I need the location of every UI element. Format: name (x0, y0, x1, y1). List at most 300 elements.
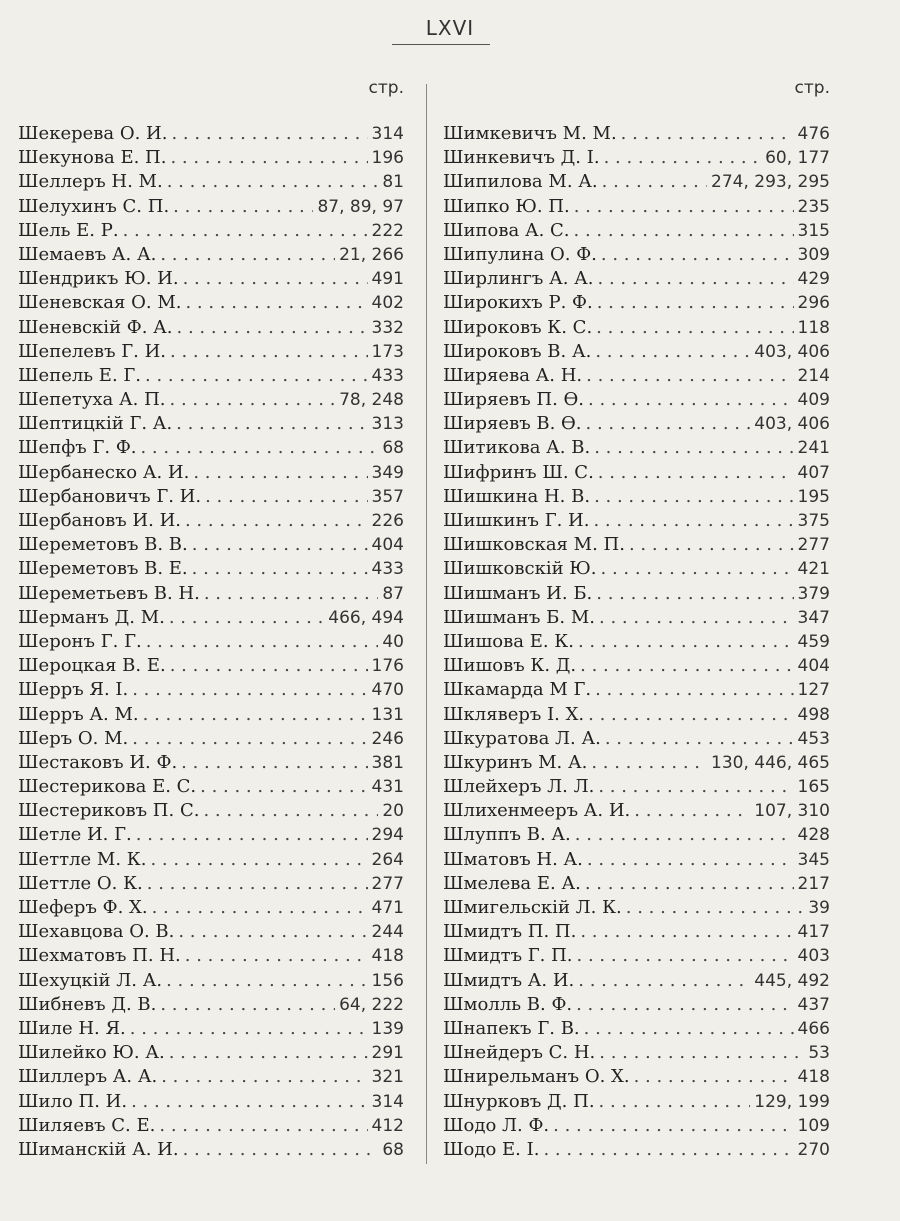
entry-name: Шнирельманъ О. Х. (443, 1066, 630, 1088)
entry-pages: 349 (371, 462, 404, 483)
entry-pages: 222 (371, 220, 404, 241)
index-entry (18, 944, 404, 968)
dot-leader (601, 557, 794, 581)
dot-leader (602, 170, 707, 194)
index-entry (18, 1090, 404, 1114)
dot-leader (578, 969, 750, 993)
entry-pages: 195 (797, 486, 830, 507)
entry-name: Шишковскій Ю. (443, 558, 597, 580)
entry-pages: 139 (371, 1018, 404, 1039)
dot-leader (205, 485, 367, 509)
entry-pages: 129, 199 (754, 1091, 830, 1112)
entry-pages: 459 (797, 631, 830, 652)
entry-name: Шеферъ Ф. Х. (18, 897, 148, 918)
index-entry (18, 388, 404, 412)
dot-leader (634, 1065, 794, 1089)
dot-leader (160, 243, 335, 267)
entry-name: Шеттле О. К. (18, 872, 143, 894)
dot-leader (594, 485, 793, 509)
index-entry (443, 316, 830, 340)
entry-pages: 118 (797, 317, 830, 338)
entry-name: Широковъ К. С. (443, 316, 593, 338)
index-entry (18, 799, 404, 823)
dot-leader (185, 944, 368, 968)
entry-pages: 381 (371, 752, 404, 773)
entry-pages: 226 (371, 511, 404, 531)
dot-leader (591, 751, 707, 775)
dot-leader (596, 316, 793, 340)
entry-name: Шерръ Я. І. (18, 679, 129, 701)
dot-leader (131, 1090, 367, 1114)
dot-leader (203, 799, 378, 823)
index-entry (443, 872, 830, 896)
index-entry (443, 146, 830, 170)
entry-name: Шептицкій Г. А. (18, 413, 173, 435)
entry-pages: 498 (797, 704, 830, 725)
index-entry (443, 606, 830, 630)
index-entry (443, 1114, 830, 1138)
dot-leader (604, 146, 762, 170)
entry-pages: 433 (371, 365, 404, 386)
entry-pages: 409 (797, 390, 830, 411)
entry-name: Шишкинъ Г. И. (443, 510, 590, 531)
dot-leader (598, 267, 794, 291)
dot-leader (577, 944, 794, 968)
index-entry (18, 582, 404, 606)
entry-pages: 403 (797, 946, 830, 967)
dot-leader (629, 533, 794, 557)
entry-pages: 309 (797, 244, 830, 265)
entry-name: Шекерева О. И. (18, 123, 168, 144)
entry-pages: 429 (797, 269, 830, 290)
entry-name: Шипилова М. А. (443, 171, 598, 193)
dot-leader (170, 146, 367, 170)
entry-name: Шетле И. Г. (18, 824, 132, 846)
entry-pages: 466 (797, 1018, 830, 1039)
dot-leader (595, 340, 750, 364)
dot-leader (123, 219, 368, 243)
index-entry (443, 1017, 830, 1041)
index-entry-list (443, 122, 830, 1162)
entry-pages: 244 (371, 922, 404, 943)
entry-pages: 321 (371, 1067, 404, 1088)
dot-leader (140, 436, 378, 460)
dot-leader (634, 799, 750, 823)
entry-pages: 264 (371, 849, 404, 870)
entry-name: Шехуцкій Л. А. (18, 969, 163, 991)
dot-leader (553, 1114, 793, 1138)
dot-leader (585, 872, 794, 896)
dot-leader (177, 316, 368, 340)
entry-name: Шишковская М. П. (443, 534, 625, 556)
index-entry (18, 969, 404, 993)
entry-pages: 294 (371, 825, 404, 846)
entry-pages: 345 (797, 849, 830, 870)
index-entry (18, 630, 404, 654)
dot-leader (595, 678, 793, 702)
entry-pages: 402 (371, 293, 404, 314)
entry-pages: 87, 89, 97 (317, 196, 404, 217)
dot-leader (599, 1041, 804, 1065)
entry-name: Шматовъ Н. А. (443, 848, 583, 870)
entry-pages: 433 (371, 559, 404, 580)
entry-name: Шмидтъ А. И. (443, 969, 575, 991)
index-entry (18, 436, 404, 460)
dot-leader (580, 920, 793, 944)
entry-pages: 471 (371, 898, 404, 918)
dot-leader (132, 678, 367, 702)
dot-leader (200, 775, 367, 799)
entry-pages: 277 (371, 873, 404, 894)
index-entry (443, 291, 830, 315)
index-entry (443, 969, 830, 993)
entry-name: Шероцкая В. Е. (18, 655, 166, 677)
index-entry (443, 267, 830, 291)
entry-name: Шифринъ Ш. С. (443, 461, 594, 483)
index-entry (443, 775, 830, 799)
index-entry (443, 920, 830, 944)
index-column-right (443, 78, 830, 1162)
page-column-header: стр. (368, 78, 404, 98)
header-rule (392, 44, 490, 45)
entry-name: Шиллеръ А. А. (18, 1066, 158, 1088)
entry-name: Шилейко Ю. А. (18, 1042, 165, 1064)
dot-leader (593, 509, 793, 533)
entry-pages: 68 (382, 1139, 404, 1160)
entry-name: Шишманъ И. Б. (443, 582, 593, 604)
entry-name: Шехавцова О. В. (18, 921, 175, 943)
dot-leader (169, 606, 324, 630)
entry-name: Шипова А. С. (443, 219, 570, 241)
entry-pages: 315 (797, 220, 830, 241)
entry-name: Шишкина Н. В. (443, 485, 591, 507)
index-entry-list (18, 122, 404, 1162)
index-column-left (18, 78, 404, 1162)
entry-pages: 314 (371, 1091, 404, 1112)
index-entry (443, 1065, 830, 1089)
entry-name: Шеттле М. К. (18, 848, 147, 870)
index-entry (18, 993, 404, 1017)
index-entry (443, 654, 830, 678)
dot-leader (204, 582, 379, 606)
index-entry (18, 412, 404, 436)
index-entry (18, 703, 404, 727)
index-entry (18, 485, 404, 509)
entry-pages: 196 (371, 148, 404, 169)
index-entry (443, 751, 830, 775)
dot-leader (152, 896, 368, 920)
index-entry (18, 557, 404, 581)
entry-pages: 313 (371, 414, 404, 435)
entry-pages: 270 (797, 1139, 830, 1160)
entry-pages: 156 (371, 970, 404, 991)
dot-leader (598, 461, 794, 485)
page-column-header: стр. (794, 78, 830, 98)
entry-name: Шимкевичъ М. М. (443, 123, 617, 144)
index-entry (443, 219, 830, 243)
dot-leader (166, 969, 367, 993)
dot-leader (578, 630, 794, 654)
index-entry (18, 146, 404, 170)
entry-pages: 176 (371, 656, 404, 677)
index-entry (443, 1138, 830, 1162)
entry-pages: 40 (382, 631, 404, 652)
entry-name: Шкамарда М Г. (443, 679, 592, 701)
entry-name: Шеллеръ Н. М. (18, 171, 163, 193)
dot-leader (160, 993, 335, 1017)
entry-name: Шендрикъ Ю. И. (18, 268, 179, 290)
index-entry (443, 436, 830, 460)
entry-name: Шерръ А. М. (18, 703, 139, 725)
entry-pages: 127 (797, 680, 830, 701)
entry-name: Шеневская О. М. (18, 292, 182, 314)
entry-pages: 428 (797, 825, 830, 846)
dot-leader (167, 170, 379, 194)
entry-name: Ширяевъ П. Ѳ. (443, 389, 584, 411)
entry-name: Шмидтъ П. П. (443, 921, 577, 943)
index-entry (443, 630, 830, 654)
entry-pages: 87 (382, 583, 404, 604)
entry-name: Шепфъ Г. Ф. (18, 437, 137, 459)
dot-leader (584, 1017, 794, 1041)
dot-leader (146, 630, 379, 654)
entry-name: Шестериковъ П. С. (18, 800, 200, 822)
dot-leader (580, 654, 793, 678)
index-entry (18, 340, 404, 364)
entry-pages: 379 (797, 583, 830, 604)
dot-leader (170, 340, 368, 364)
dot-leader (543, 1138, 793, 1162)
entry-pages: 476 (797, 124, 830, 144)
dot-leader (588, 703, 793, 727)
entry-pages: 296 (797, 293, 830, 314)
entry-name: Шелухинъ С. П. (18, 195, 170, 217)
dot-leader (178, 920, 367, 944)
index-entry (18, 606, 404, 630)
index-entry (18, 751, 404, 775)
entry-name: Шербановъ И. И. (18, 510, 181, 531)
entry-pages: 109 (797, 1115, 830, 1136)
index-entry (18, 533, 404, 557)
entry-pages: 60, 177 (765, 148, 830, 169)
index-entry (443, 364, 830, 388)
entry-pages: 418 (371, 946, 404, 967)
dot-leader (185, 291, 367, 315)
dot-leader (193, 461, 367, 485)
entry-name: Шмигельскій Л. К. (443, 897, 622, 918)
entry-pages: 64, 222 (339, 994, 404, 1015)
entry-pages: 78, 248 (339, 390, 404, 411)
entry-name: Шлейхеръ Л. Л. (443, 776, 595, 798)
entry-name: Ширлингъ А. А. (443, 268, 594, 290)
dot-leader (597, 291, 794, 315)
dot-leader (601, 243, 794, 267)
index-entry (18, 195, 404, 219)
entry-pages: 403, 406 (754, 341, 830, 362)
entry-name: Шемаевъ А. А. (18, 243, 157, 265)
entry-pages: 407 (797, 462, 830, 483)
entry-name: Широковъ В. А. (443, 340, 592, 362)
entry-name: Шепелевъ Г. И. (18, 340, 167, 362)
index-entry (443, 195, 830, 219)
entry-name: Шнейдеръ С. Н. (443, 1042, 596, 1064)
entry-name: Шекунова Е. П. (18, 147, 167, 169)
entry-pages: 39 (808, 898, 830, 918)
index-entry (18, 654, 404, 678)
index-entry (18, 1017, 404, 1041)
entry-pages: 246 (371, 728, 404, 749)
index-entry (443, 509, 830, 533)
entry-name: Шереметовъ В. Е. (18, 558, 188, 580)
index-entry (443, 896, 830, 920)
index-entry (443, 703, 830, 727)
index-entry (443, 799, 830, 823)
index-entry (18, 872, 404, 896)
entry-name: Шитикова А. В. (443, 437, 591, 459)
entry-pages: 68 (382, 438, 404, 459)
index-entry (443, 993, 830, 1017)
entry-pages: 291 (371, 1043, 404, 1064)
entry-name: Шепель Е. Г. (18, 364, 142, 386)
index-entry (443, 340, 830, 364)
index-entry (18, 316, 404, 340)
dot-leader (192, 533, 368, 557)
dot-leader (594, 436, 793, 460)
dot-leader (132, 727, 367, 751)
index-entry (18, 122, 404, 146)
entry-name: Шеръ О. М. (18, 727, 129, 749)
index-entry (443, 485, 830, 509)
entry-name: Шиляевъ С. Е. (18, 1114, 156, 1136)
dot-leader (605, 727, 794, 751)
index-entry (443, 678, 830, 702)
entry-pages: 357 (371, 486, 404, 507)
index-entry (18, 291, 404, 315)
index-entry (18, 896, 404, 920)
dot-leader (626, 896, 805, 920)
entry-name: Шишова Е. К. (443, 630, 574, 652)
entry-name: Ширяева А. Н. (443, 364, 583, 386)
index-entry (443, 461, 830, 485)
entry-pages: 131 (371, 704, 404, 725)
entry-name: Шестаковъ И. Ф. (18, 751, 178, 773)
dot-leader (173, 195, 313, 219)
index-entry (18, 509, 404, 533)
index-entry (18, 920, 404, 944)
entry-name: Шмелева Е. А. (443, 872, 581, 894)
index-entry (443, 1090, 830, 1114)
entry-pages: 20 (382, 801, 404, 822)
entry-pages: 235 (797, 196, 830, 217)
entry-pages: 165 (797, 777, 830, 798)
entry-pages: 241 (797, 438, 830, 459)
index-entry (443, 944, 830, 968)
entry-pages: 214 (797, 365, 830, 386)
dot-leader (587, 848, 794, 872)
dot-leader (596, 582, 793, 606)
entry-pages: 418 (797, 1067, 830, 1088)
entry-pages: 412 (371, 1115, 404, 1136)
entry-pages: 274, 293, 295 (711, 172, 830, 193)
entry-pages: 81 (382, 172, 404, 193)
dot-leader (586, 364, 793, 388)
entry-name: Шкуратова Л. А. (443, 727, 601, 749)
entry-pages: 375 (797, 511, 830, 531)
index-entry (443, 582, 830, 606)
index-entry (18, 823, 404, 847)
index-entry (18, 461, 404, 485)
entry-name: Шереметовъ В. В. (18, 534, 188, 556)
dot-leader (575, 823, 794, 847)
index-entry (18, 1138, 404, 1162)
entry-pages: 130, 446, 465 (711, 752, 830, 773)
entry-name: Широкихъ Р. Ф. (443, 292, 593, 314)
entry-pages: 107, 310 (754, 801, 830, 822)
dot-leader (130, 1017, 368, 1041)
entry-name: Шехматовъ П. Н. (18, 945, 181, 967)
column-divider (426, 84, 427, 1164)
index-entry (18, 1041, 404, 1065)
entry-pages: 421 (797, 559, 830, 580)
entry-pages: 417 (797, 922, 830, 943)
dot-leader (599, 606, 794, 630)
dot-leader (150, 848, 367, 872)
entry-name: Шмидтъ Г. П. (443, 945, 573, 967)
index-entry (443, 412, 830, 436)
index-entry (443, 170, 830, 194)
entry-pages: 21, 266 (339, 244, 404, 265)
dot-leader (185, 509, 368, 533)
entry-pages: 466, 494 (328, 607, 404, 628)
dot-leader (574, 195, 794, 219)
entry-name: Шишовъ К. Д. (443, 655, 577, 677)
index-entry (18, 267, 404, 291)
dot-leader (147, 872, 368, 896)
dot-leader (143, 703, 368, 727)
index-entry (18, 775, 404, 799)
entry-pages: 53 (808, 1043, 830, 1064)
index-entry (18, 219, 404, 243)
page-number: LXVI (425, 16, 475, 40)
dot-leader (586, 412, 751, 436)
entry-name: Шипко Ю. П. (443, 195, 570, 217)
dot-leader (176, 412, 367, 436)
entry-pages: 445, 492 (754, 970, 830, 991)
entry-name: Шестерикова Е. С. (18, 776, 197, 798)
entry-pages: 453 (797, 728, 830, 749)
entry-name: Шипулина О. Ф. (443, 243, 597, 265)
index-entry (443, 243, 830, 267)
entry-pages: 173 (371, 341, 404, 362)
index-entry (443, 533, 830, 557)
dot-leader (169, 1041, 368, 1065)
dot-leader (161, 1065, 367, 1089)
entry-name: Шибневъ Д. В. (18, 993, 157, 1015)
index-entry (443, 388, 830, 412)
entry-name: Шмолль В. Ф. (443, 993, 573, 1015)
entry-name: Шерманъ Д. М. (18, 606, 165, 628)
entry-pages: 314 (371, 124, 404, 144)
entry-pages: 347 (797, 607, 830, 628)
entry-name: Шодо Е. І. (443, 1138, 540, 1160)
dot-leader (181, 751, 367, 775)
entry-pages: 217 (797, 873, 830, 894)
entry-pages: 332 (371, 317, 404, 338)
dot-leader (136, 823, 368, 847)
entry-name: Шкляверъ І. Х. (443, 703, 585, 725)
entry-name: Шель Е. Р. (18, 219, 119, 241)
entry-name: Шербанеско А. И. (18, 461, 190, 483)
